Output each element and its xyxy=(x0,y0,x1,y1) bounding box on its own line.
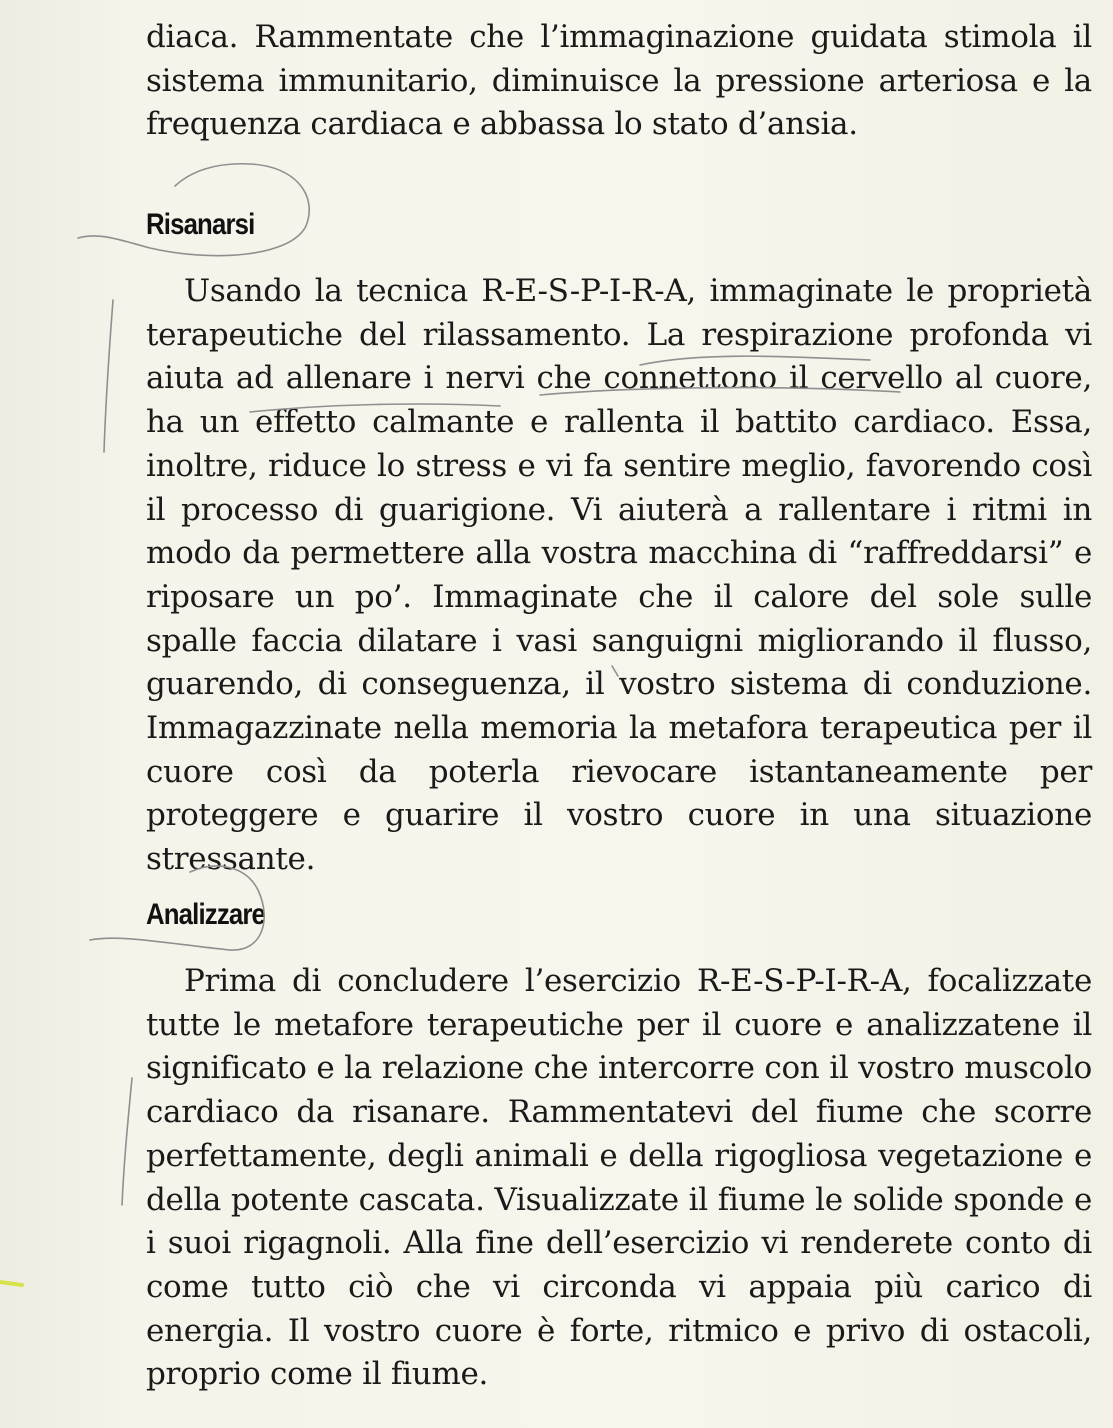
pencil-bracket-analizzare xyxy=(122,1078,132,1205)
highlighter-mark xyxy=(0,1282,22,1285)
pencil-bracket-risanarsi xyxy=(104,300,113,452)
section-body-analizzare xyxy=(146,960,1092,1397)
section-heading-analizzare: Analizzare xyxy=(146,898,266,931)
risanarsi-text: Usando la tecnica R-E-S-P-I-R-A, immaginate le proprietà terapeutiche del rilassamento. La respirazione profonda vi aiuta ad allenare i nervi che connettono il cervello al cuore, ha un effetto calmante e rallenta il battito cardiaco. Essa, inoltre, riduce lo stress e vi fa sentire meglio, favorendo così il processo di guarigione. Vi aiuterà a rallentare i ritmi in modo da permettere alla vostra macchina di “raffreddarsi” e riposare un po’. Immaginate che il calore del sole sulle spalle faccia dilatare i vasi sanguigni migliorando il flusso, guarendo, di conseguenza, il vostro sistema di conduzione. Immagazzinate nella memoria la metafora terapeutica per il cuore così da poterla rievocare istantaneamente per proteggere e guarire il vostro cuore in una situazione stressante. xyxy=(146,273,1092,878)
section-body-risanarsi xyxy=(146,270,1092,882)
section-heading-risanarsi: Risanarsi xyxy=(146,208,255,241)
intro-text: diaca. Rammentate che l’immaginazione guidata stimola il sistema immunitario, diminuisce la pressione arteriosa e la frequenza cardiaca e abbassa lo stato d’ansia. xyxy=(146,19,1092,143)
intro-paragraph xyxy=(146,16,1092,147)
analizzare-text: Prima di concludere l’esercizio R-E-S-P-I-R-A, focalizzate tutte le metafore terapeutiche per il cuore e analizzatene il significato e la relazione che intercorre con il vostro muscolo cardiaco da risanare. Rammentatevi del fiume che scorre perfettamente, degli animali e della rigogliosa vegetazione e della potente cascata. Visualizzate il fiume le solide sponde e i suoi rigagnoli. Alla fine dell’esercizio vi renderete conto di come tutto ciò che vi circonda vi appaia più carico di energia. Il vostro cuore è forte, ritmico e privo di ostacoli, proprio come il fiume. xyxy=(146,963,1092,1393)
